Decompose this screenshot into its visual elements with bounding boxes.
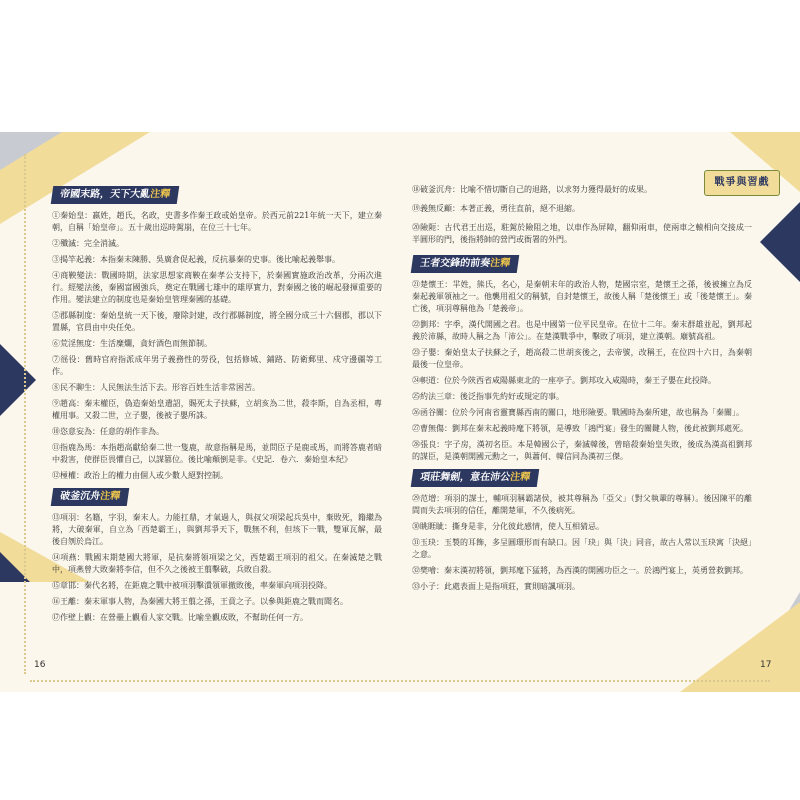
- annotation-entry: ㉕約法三章：後泛指事先約好或規定的事。: [412, 392, 564, 401]
- annotation-list: [412, 279, 752, 463]
- decor-triangle-bottom-right: [680, 602, 800, 692]
- section-title-text: 項莊舞劍，意在沛公: [419, 472, 511, 483]
- annotation-entry: ⑰作壁上觀：在營壘上觀看人家交戰。比喻坐觀成敗，不幫助任何一方。: [52, 613, 308, 622]
- decor-triangle-right-navy: [760, 202, 800, 282]
- right-page-column: [412, 184, 752, 597]
- section-title-tag: 注釋: [99, 491, 121, 502]
- section-title: [51, 186, 180, 204]
- annotation-entry: ㉔軹道：位於今陝西省咸陽縣東北的一座亭子。劉邦攻入咸陽時，秦王子嬰在此投降。: [412, 376, 716, 385]
- annotation-entry: ⑬項羽：名籍，字羽，秦末人。力能扛鼎，才氣過人，與叔父項梁起兵吳中，棄敗死，籍繼為將，大破秦軍，自立為「西楚霸王」，與劉邦爭天下，戰無不利，但垓下一戰，雙軍瓦解，最後自刎於烏江。: [52, 513, 382, 546]
- annotation-entry: ㉚眺睚眦：撕身是非，分化彼此感情，使人互相猜忌。: [412, 522, 604, 531]
- annotation-entry: ⑪指鹿為馬：本指趙高獻給秦二世一隻鹿，故意指稱是馬，並問臣子是鹿或馬，而將答鹿者暗中殺害，使群臣畏懼自己，以謀篡位。後比喻顛倒是非。《史記．卷六．秦始皇本紀》: [52, 443, 382, 464]
- annotation-list: [412, 493, 752, 593]
- annotation-entry: ⑥荒淫無度：生活糜爛，貪好酒色而無節制。: [52, 339, 212, 348]
- annotation-entry: ⑦徭役：舊時官府指派成年男子義務性的勞役，包括修城、鋪路、防衛郵里、戍守邊疆等工作。: [52, 355, 382, 376]
- annotation-entry: ①秦始皇：嬴姓，趙氏，名政，史書多作秦王政或始皇帝。於西元前221年統一天下，建立秦朝，自稱「始皇帝」。五十歲出巡時駕崩，在位三十七年。: [52, 211, 382, 232]
- annotation-entry: ⑨趙高：秦末權臣，偽造秦始皇遺詔，賜死太子扶蘇，立胡亥為二世，殺李斯，自為丞相，專權用事。又殺二世，立子嬰，後被子嬰所誅。: [52, 399, 382, 420]
- annotation-entry: ⑤郡縣制度：秦始皇統一天下後，廢除封建，改行郡縣制度，將全國分成三十六個郡，郡以下置縣，官員由中央任免。: [52, 311, 382, 332]
- section-title: [411, 469, 540, 487]
- section-title-tag: 注釋: [509, 472, 531, 483]
- annotation-entry: ㉑楚懷王：羋姓，熊氏，名心，是秦朝末年的政治人物，楚國宗室，楚懷王之孫，後被擁立為反秦起義軍領袖之一。他襲用祖父的稱號，自封楚懷王，故後人稱「楚後懷王」或「後楚懷王」。秦亡後，項羽尊稱他為「楚義帝」。: [412, 280, 752, 313]
- decor-triangle-left-navy: [0, 344, 36, 416]
- annotation-entry: ㉓子嬰：秦始皇太子扶蘇之子，趙高殺二世胡亥後之，去帝號，改稱王，在位四十六日，為秦朝最後一位皇帝。: [412, 348, 752, 369]
- book-spread: [0, 132, 800, 692]
- chapter-badge: 戰爭與習戲: [704, 170, 780, 196]
- annotation-entry: ㉖函谷關：位於今河南省靈寶縣西南的關口，地形險要。戰國時為秦所建，故也稱為「秦關」。: [412, 408, 744, 417]
- dotted-border-left: [24, 154, 26, 674]
- annotation-entry: ⑱破釜沉舟：比喻不惜切斷自己的退路，以求努力獲得最好的成果。: [412, 185, 652, 194]
- annotation-entry: ㉗曹無傷：劉邦在秦末起義時麾下將領，是導致「鴻門宴」發生的關鍵人物，後此被劉邦處死。: [412, 424, 748, 433]
- annotation-entry: ⑮章邯：秦代名將，在鉅鹿之戰中被項羽擊潰領軍撤敗後，率秦軍向項羽投降。: [52, 581, 332, 590]
- annotation-entry: ⑭項燕：戰國末期楚國大將軍，是抗秦將領項梁之父，西楚霸王項羽的祖父。在秦滅楚之戰中，項燕曾大敗秦將李信，但不久之後被王翦擊破，兵敗自殺。: [52, 553, 382, 574]
- annotation-entry: ⑯王離：秦末軍事人物，為秦國大將王翦之孫，王賁之子。以參與鉅鹿之戰而聞名。: [52, 597, 348, 606]
- annotation-entry: ㉜樊噲：秦末漢初將領，劉邦麾下猛將，為西漢的開國功臣之一。於鴻門宴上，英勇營救劉邦。: [412, 566, 748, 575]
- page-number-left: 16: [34, 660, 46, 670]
- section-title-text: 王者交鋒的前奏: [419, 258, 491, 269]
- left-page-column: [52, 184, 382, 628]
- annotation-entry: ⑳險阨：古代君王出巡，駐駕於險阻之地，以車作為屏障，翻仰兩車，使兩車之轅相向交接成一半圓形的門，後指將帥的營門或衙署的外門。: [412, 223, 752, 244]
- dotted-border-bottom: [30, 680, 770, 682]
- annotation-entry: ㉒劉邦：字季，漢代開國之君。也是中國第一位平民皇帝。在位十二年。秦末群雄並起，劉邦起義於沛縣，故時人稱之為「沛公」。在楚漢戰爭中，擊敗了項羽，建立漢朝。廟號高祖。: [412, 320, 752, 341]
- annotation-entry: ④商鞅變法：戰國時期，法家思想家商鞅在秦孝公支持下，於秦國實施政治改革，分兩次進行。經變法後，秦國富國強兵，奠定在戰國七雄中的雄厚實力，對秦國之後的崛起發揮重要的作用。變法建立的制度也是秦始皇管理秦國的基礎。: [52, 271, 382, 304]
- annotation-entry: ⑫極權：政治上的權力由個人或少數人絕對控制。: [52, 471, 228, 480]
- section-title-text: 帝國末路，天下大亂: [59, 189, 151, 200]
- page-number-right: 17: [760, 660, 772, 670]
- section-title-text: 破釜沉舟: [59, 491, 101, 502]
- annotation-entry: ㉘張良：字子房，漢初名臣。本是韓國公子，秦滅韓後，曾暗殺秦始皇失敗，後成為漢高祖劉邦的謀臣，是漢朝開國元勳之一，與蕭何、韓信同為漢初三傑。: [412, 440, 752, 461]
- annotation-entry: ⑧民不聊生：人民無法生活下去。形容百姓生活非常困苦。: [52, 383, 260, 392]
- annotation-entry: ⑲義無反顧：本著正義，勇往直前，絕不退縮。: [412, 204, 580, 213]
- section-title: [51, 488, 130, 506]
- annotation-entry: ㉙范增：項羽的謀士，輔項羽稱霸諸侯，被其尊稱為「亞父」（對父執輩的尊稱）。後因陳平的離間而失去項羽的信任，離開楚軍，不久後病死。: [412, 494, 752, 515]
- annotation-entry: ㉛玉玦：玉製的耳飾，多呈圓環形而有缺口。因「玦」與「決」同音，故古人常以玉玦寓「決絕」之意。: [412, 538, 752, 559]
- annotation-list: [52, 210, 382, 482]
- annotation-entry: ②殲滅：完全消滅。: [52, 239, 124, 248]
- annotation-entry: ㉝小子：此處表面上是指項莊，實則暗諷項羽。: [412, 582, 580, 591]
- decor-triangle-top-left-gray: [0, 132, 62, 170]
- annotation-list: [52, 512, 382, 624]
- annotation-list: [412, 184, 752, 246]
- annotation-entry: ⑩恣意妄為：任意的胡作非為。: [52, 427, 164, 436]
- section-title-tag: 注釋: [149, 189, 171, 200]
- annotation-entry: ③揭竿起義：本指秦末陳勝、吳廣倉促起義，反抗暴秦的史事。後比喻起義舉事。: [52, 255, 340, 264]
- section-title: [411, 255, 520, 273]
- section-title-tag: 注釋: [489, 258, 511, 269]
